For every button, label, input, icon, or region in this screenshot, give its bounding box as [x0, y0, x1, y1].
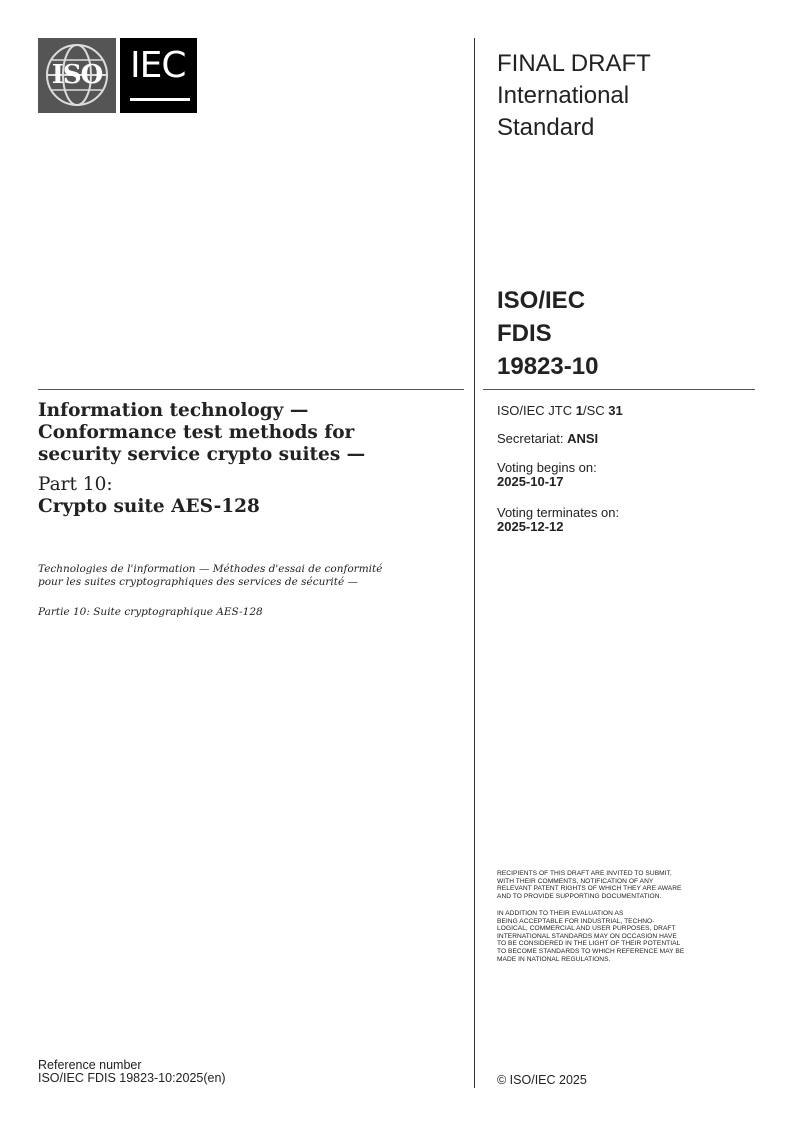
- committee-tc: 1: [575, 403, 583, 418]
- iso-logo: [38, 38, 116, 113]
- secretariat-value: ANSI: [567, 431, 599, 446]
- part-title: Crypto suite AES-128: [38, 496, 260, 517]
- notice-line: LOGICAL, COMMERCIAL AND USER PURPOSES, DRAFT: [497, 925, 676, 933]
- iec-logo-text: IEC: [130, 45, 186, 86]
- french-title-line-2: pour les suites cryptographiques des services de sécurité —: [38, 576, 359, 588]
- notice-line: INTERNATIONAL STANDARDS MAY ON OCCASION HAVE: [497, 932, 677, 940]
- designation-line-1: ISO/IEC: [497, 287, 586, 314]
- voting-begins-label: Voting begins on:: [497, 460, 597, 475]
- designation-line-2: FDIS: [497, 320, 552, 347]
- secretariat-info: [497, 432, 598, 446]
- document-title: [38, 400, 458, 466]
- stage-line-1: FINAL DRAFT: [497, 50, 651, 77]
- iec-logo: [120, 38, 197, 113]
- title-line-2: Conformance test methods for: [38, 422, 355, 443]
- vertical-divider: [474, 38, 475, 1088]
- notice-line: MADE IN NATIONAL REGULATIONS.: [497, 955, 611, 963]
- french-title-line-1: Technologies de l'information — Méthodes d'essai de conformité: [38, 563, 383, 575]
- notice-line: TO BECOME STANDARDS TO WHICH REFERENCE MAY BE: [497, 947, 685, 955]
- french-part-title: Partie 10: Suite cryptographique AES-128: [38, 606, 263, 618]
- notice-line: WITH THEIR COMMENTS, NOTIFICATION OF ANY: [497, 877, 654, 885]
- voting-terminates-date: 2025-12-12: [497, 519, 564, 534]
- left-horizontal-rule: [38, 389, 464, 390]
- designation-line-3: 19823-10: [497, 353, 599, 380]
- committee-prefix: ISO/IEC JTC: [497, 403, 576, 418]
- iso-logo-text: ISO: [51, 60, 103, 90]
- notice-line: TO BE CONSIDERED IN THE LIGHT OF THEIR POTENTIAL: [497, 940, 681, 948]
- voting-begins: [497, 461, 597, 489]
- copyright-notice: © ISO/IEC 2025: [497, 1073, 587, 1087]
- title-line-1: Information technology —: [38, 400, 309, 421]
- notice-line: BEING ACCEPTABLE FOR INDUSTRIAL, TECHNO-: [497, 917, 655, 925]
- secretariat-label: Secretariat:: [497, 431, 568, 446]
- reference-label: Reference number: [38, 1058, 142, 1072]
- patent-notice: [497, 870, 757, 900]
- notice-line: RELEVANT PATENT RIGHTS OF WHICH THEY ARE AWARE: [497, 885, 682, 893]
- stage-line-2: International: [497, 82, 630, 109]
- part-label: Part 10:: [38, 474, 113, 495]
- committee-sc: 31: [608, 403, 623, 418]
- evaluation-notice: [497, 910, 757, 963]
- voting-terminates-label: Voting terminates on:: [497, 505, 620, 520]
- reference-value: ISO/IEC FDIS 19823-10:2025(en): [38, 1071, 226, 1085]
- document-stage-heading: [497, 48, 651, 144]
- voting-terminates: [497, 506, 619, 534]
- stage-line-3: Standard: [497, 114, 595, 141]
- iec-logo-underline: [130, 98, 190, 101]
- notice-line: RECIPIENTS OF THIS DRAFT ARE INVITED TO SUBMIT,: [497, 870, 672, 877]
- committee-info: [497, 404, 623, 418]
- notice-line: AND TO PROVIDE SUPPORTING DOCUMENTATION.: [497, 892, 662, 900]
- reference-number: [38, 1059, 226, 1085]
- standard-designation: [497, 284, 598, 383]
- right-horizontal-rule: [483, 389, 755, 390]
- notice-line: IN ADDITION TO THEIR EVALUATION AS: [497, 910, 624, 917]
- french-title: [38, 563, 468, 589]
- committee-sep: /SC: [582, 403, 609, 418]
- voting-begins-date: 2025-10-17: [497, 474, 564, 489]
- title-line-3: security service crypto suites —: [38, 444, 366, 465]
